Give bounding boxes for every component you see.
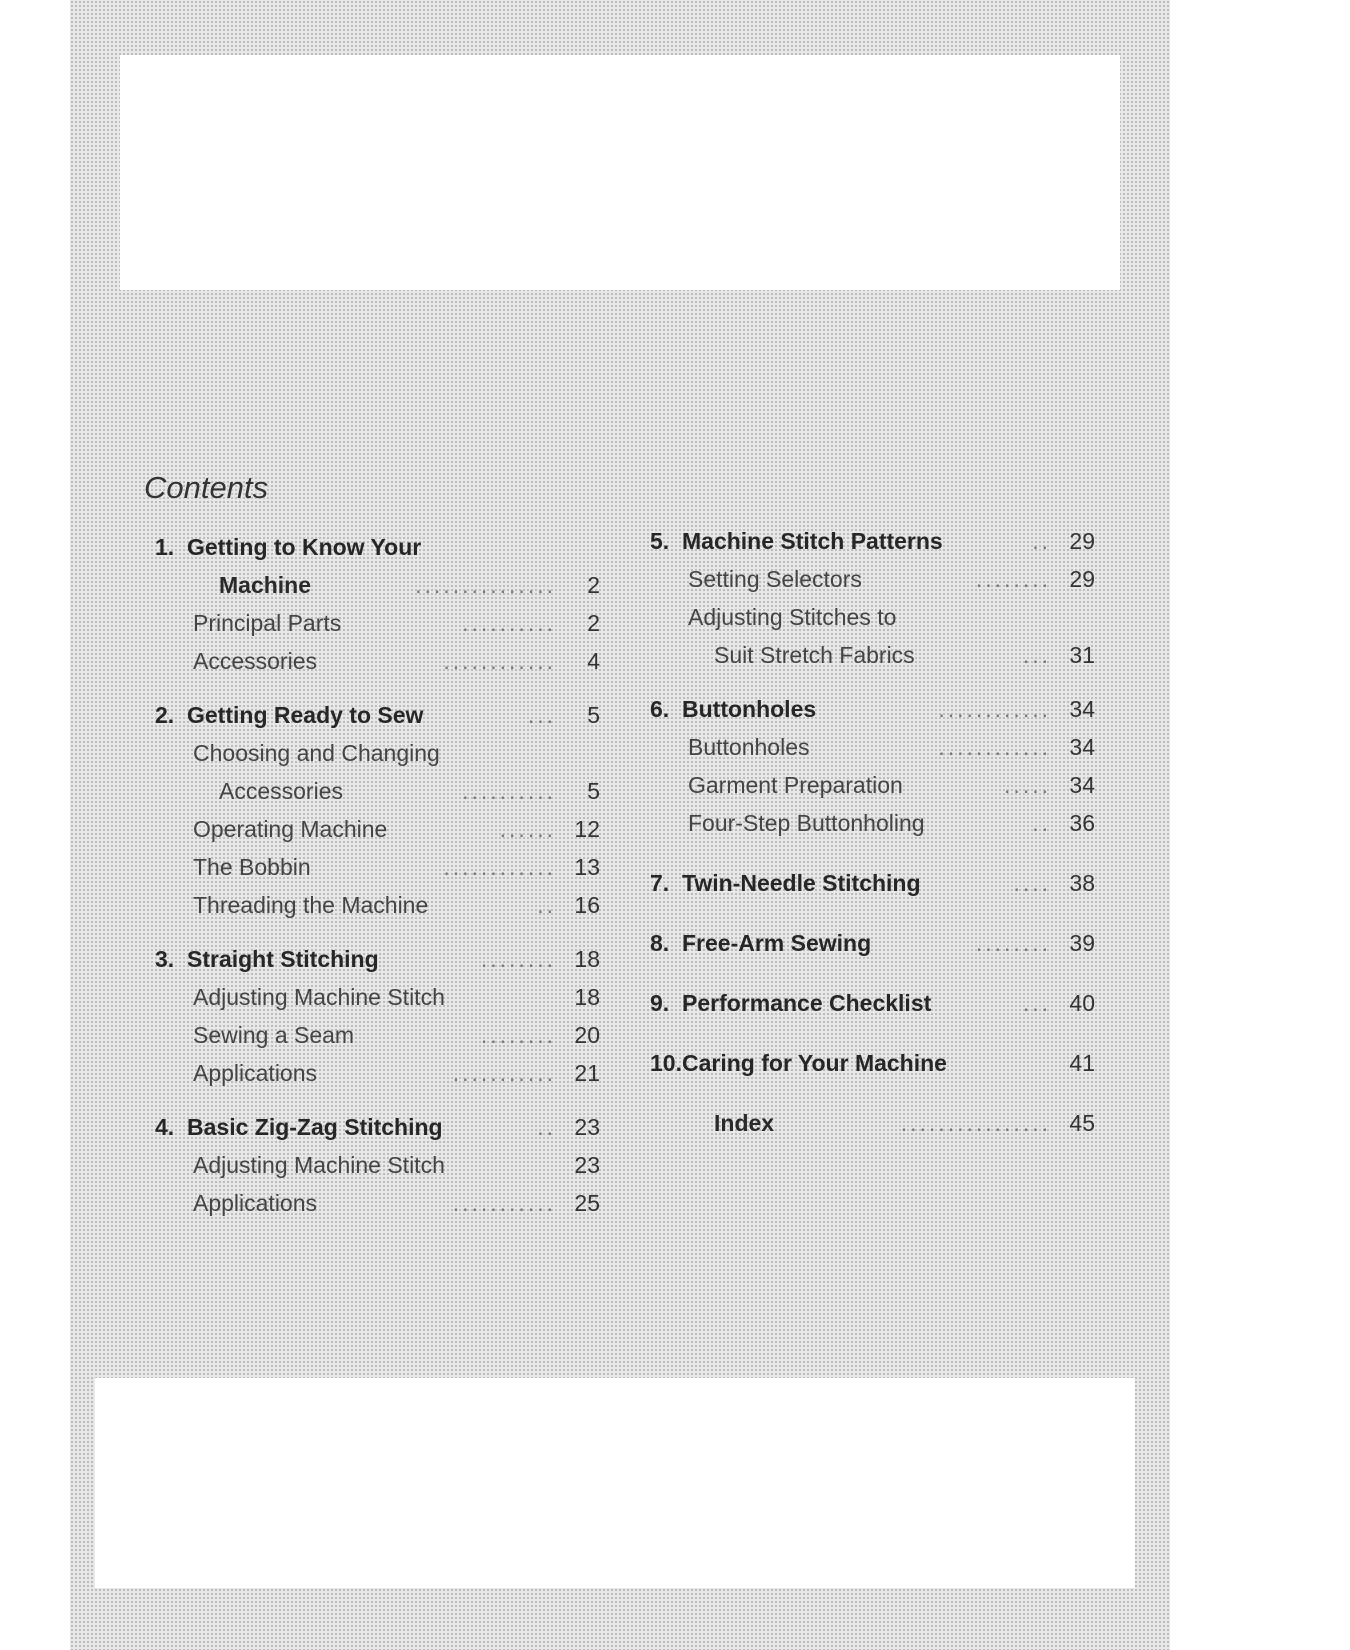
- toc-entry-leader: ............: [938, 696, 1051, 722]
- toc-spacer: [155, 1092, 600, 1108]
- toc-entry[interactable]: [650, 984, 1095, 1022]
- toc-entry-leader: ............: [443, 854, 556, 880]
- toc-entry-page: 34: [1069, 696, 1095, 722]
- toc-entry-page: 20: [574, 1022, 600, 1048]
- toc-left-column: [155, 528, 600, 1222]
- toc-entry-leader: ..........: [462, 778, 556, 804]
- toc-entry-leader: .....: [1004, 772, 1051, 798]
- toc-entry[interactable]: [650, 864, 1095, 902]
- toc-entry-label: Threading the Machine: [193, 892, 429, 918]
- toc-entry[interactable]: [155, 566, 600, 604]
- toc-entry-leader: ........: [480, 946, 556, 972]
- toc-entry-label: Suit Stretch Fabrics: [714, 642, 915, 668]
- toc-entry-page: 39: [1069, 930, 1095, 956]
- toc-entry-label: Buttonholes: [682, 696, 817, 722]
- toc-entry-label: Buttonholes: [688, 734, 810, 760]
- toc-entry-page: 29: [1069, 566, 1095, 592]
- toc-entry-label: Operating Machine: [193, 816, 388, 842]
- toc-entry-page: 34: [1069, 772, 1095, 798]
- toc-entry-page: 21: [574, 1060, 600, 1086]
- toc-entry-leader: ...............: [415, 572, 556, 598]
- toc-entry-number: 8.: [650, 930, 670, 956]
- toc-entry[interactable]: [155, 1016, 600, 1054]
- toc-entry-label: Principal Parts: [193, 610, 342, 636]
- toc-spacer: [650, 1022, 1095, 1044]
- toc-entry-label: Applications: [193, 1060, 318, 1086]
- toc-entry-label: Accessories: [219, 778, 343, 804]
- toc-right-column: [650, 522, 1095, 1142]
- top-blank-panel: [120, 55, 1120, 290]
- toc-entry[interactable]: [155, 848, 600, 886]
- toc-entry-label: Caring for Your Machine: [682, 1050, 947, 1076]
- contents-heading: Contents: [144, 470, 269, 505]
- bottom-blank-panel: [95, 1378, 1135, 1588]
- toc-entry-leader: ..: [1032, 810, 1051, 836]
- toc-spacer: [155, 924, 600, 940]
- toc-entry-page: 2: [587, 572, 600, 598]
- toc-entry-page: 45: [1069, 1110, 1095, 1136]
- toc-entry-label: Getting to Know Your: [187, 534, 422, 560]
- toc-entry[interactable]: [650, 560, 1095, 598]
- toc-entry[interactable]: [155, 772, 600, 810]
- toc-entry[interactable]: [155, 1054, 600, 1092]
- toc-entry-page: 5: [587, 778, 600, 804]
- toc-entry-page: 31: [1069, 642, 1095, 668]
- toc-entry-label: Adjusting Machine Stitch: [193, 984, 445, 1010]
- toc-entry[interactable]: [155, 978, 600, 1016]
- toc-entry-leader: ..........: [462, 610, 556, 636]
- toc-entry-label: Getting Ready to Sew: [187, 702, 424, 728]
- toc-entry-label: Index: [714, 1110, 775, 1136]
- toc-entry-leader: ...: [1022, 642, 1051, 668]
- toc-entry[interactable]: [155, 696, 600, 734]
- toc-entry-leader: ........: [975, 566, 1051, 592]
- toc-entry[interactable]: [155, 734, 600, 772]
- toc-entry-page: 41: [1069, 1050, 1095, 1076]
- toc-entry-leader: ...........: [452, 1060, 556, 1086]
- toc-entry-number: 10.: [650, 1050, 682, 1076]
- toc-entry-label: Machine: [219, 572, 312, 598]
- toc-entry-leader: ......: [499, 816, 556, 842]
- toc-entry[interactable]: [650, 766, 1095, 804]
- toc-entry-leader: ............: [443, 648, 556, 674]
- toc-entry-label: Garment Preparation: [688, 772, 903, 798]
- toc-entry[interactable]: [650, 728, 1095, 766]
- toc-entry-leader: ..: [537, 892, 556, 918]
- toc-entry[interactable]: [155, 528, 600, 566]
- toc-entry-label: Straight Stitching: [187, 946, 379, 972]
- toc-entry-page: 36: [1069, 810, 1095, 836]
- toc-entry-label: Sewing a Seam: [193, 1022, 355, 1048]
- toc-entry[interactable]: [155, 810, 600, 848]
- toc-entry-number: 2.: [155, 702, 175, 728]
- toc-entry[interactable]: [155, 1184, 600, 1222]
- toc-entry-leader: ...: [527, 702, 556, 728]
- toc-entry-page: 29: [1069, 528, 1095, 554]
- toc-entry-label: Adjusting Machine Stitch: [193, 1152, 445, 1178]
- toc-entry[interactable]: [650, 522, 1095, 560]
- toc-entry-page: 40: [1069, 990, 1095, 1016]
- toc-entry-page: 23: [574, 1152, 600, 1178]
- toc-spacer: [650, 962, 1095, 984]
- toc-spacer: [650, 902, 1095, 924]
- toc-entry-page: 18: [574, 984, 600, 1010]
- toc-entry[interactable]: [155, 604, 600, 642]
- toc-spacer: [650, 842, 1095, 864]
- toc-entry[interactable]: [155, 642, 600, 680]
- toc-entry-number: 3.: [155, 946, 175, 972]
- toc-entry-number: 1.: [155, 534, 175, 560]
- toc-entry-label: Choosing and Changing: [193, 740, 440, 766]
- toc-entry-number: 5.: [650, 528, 670, 554]
- toc-entry-page: 25: [574, 1190, 600, 1216]
- toc-entry-label: Accessories: [193, 648, 317, 674]
- toc-entry-page: 16: [574, 892, 600, 918]
- toc-spacer: [650, 674, 1095, 690]
- toc-entry[interactable]: [155, 1146, 600, 1184]
- toc-entry-number: 9.: [650, 990, 670, 1016]
- toc-entry-page: 18: [574, 946, 600, 972]
- toc-entry-leader: ...: [1022, 990, 1051, 1016]
- toc-entry-label: Machine Stitch Patterns: [682, 528, 943, 554]
- toc-entry-page: 2: [587, 610, 600, 636]
- toc-entry-label: The Bobbin: [193, 854, 311, 880]
- toc-entry[interactable]: [155, 1108, 600, 1146]
- toc-entry-page: 5: [587, 702, 600, 728]
- toc-entry[interactable]: [650, 804, 1095, 842]
- toc-entry-label: Setting Selectors: [688, 566, 862, 592]
- toc-entry-page: 38: [1069, 870, 1095, 896]
- toc-entry[interactable]: [650, 598, 1095, 636]
- toc-entry[interactable]: [155, 886, 600, 924]
- toc-entry-number: 6.: [650, 696, 670, 722]
- toc-spacer: [650, 1082, 1095, 1104]
- toc-entry-label: Applications: [193, 1190, 318, 1216]
- toc-entry-number: 4.: [155, 1114, 175, 1140]
- toc-entry-leader: ........: [480, 1022, 556, 1048]
- toc-entry[interactable]: [650, 636, 1095, 674]
- toc-entry-leader: ...........: [452, 1190, 556, 1216]
- toc-entry-leader: ..: [537, 1114, 556, 1140]
- toc-entry-page: 12: [574, 816, 600, 842]
- toc-entry-leader: ..: [1032, 528, 1051, 554]
- toc-entry-label: Performance Checklist: [682, 990, 932, 1016]
- toc-entry-label: Twin-Needle Stitching: [682, 870, 921, 896]
- toc-entry[interactable]: [650, 1044, 1095, 1082]
- toc-entry-leader: ............: [938, 734, 1051, 760]
- toc-entry-label: Adjusting Stitches to: [688, 604, 897, 630]
- toc-entry-page: 34: [1069, 734, 1095, 760]
- toc-entry-number: 7.: [650, 870, 670, 896]
- toc-entry-leader: ........: [975, 930, 1051, 956]
- toc-entry[interactable]: [650, 690, 1095, 728]
- toc-entry-page: 23: [574, 1114, 600, 1140]
- toc-entry-leader: ....: [1013, 870, 1051, 896]
- toc-entry-page: 13: [574, 854, 600, 880]
- toc-entry-label: Free-Arm Sewing: [682, 930, 872, 956]
- toc-entry-label: Basic Zig-Zag Stitching: [187, 1114, 443, 1140]
- toc-entry[interactable]: [155, 940, 600, 978]
- toc-entry-label: Four-Step Buttonholing: [688, 810, 925, 836]
- toc-entry-page: 4: [587, 648, 600, 674]
- toc-spacer: [155, 680, 600, 696]
- toc-entry-leader: ................: [900, 1110, 1051, 1136]
- toc-entry[interactable]: [650, 1104, 1095, 1142]
- toc-entry[interactable]: [650, 924, 1095, 962]
